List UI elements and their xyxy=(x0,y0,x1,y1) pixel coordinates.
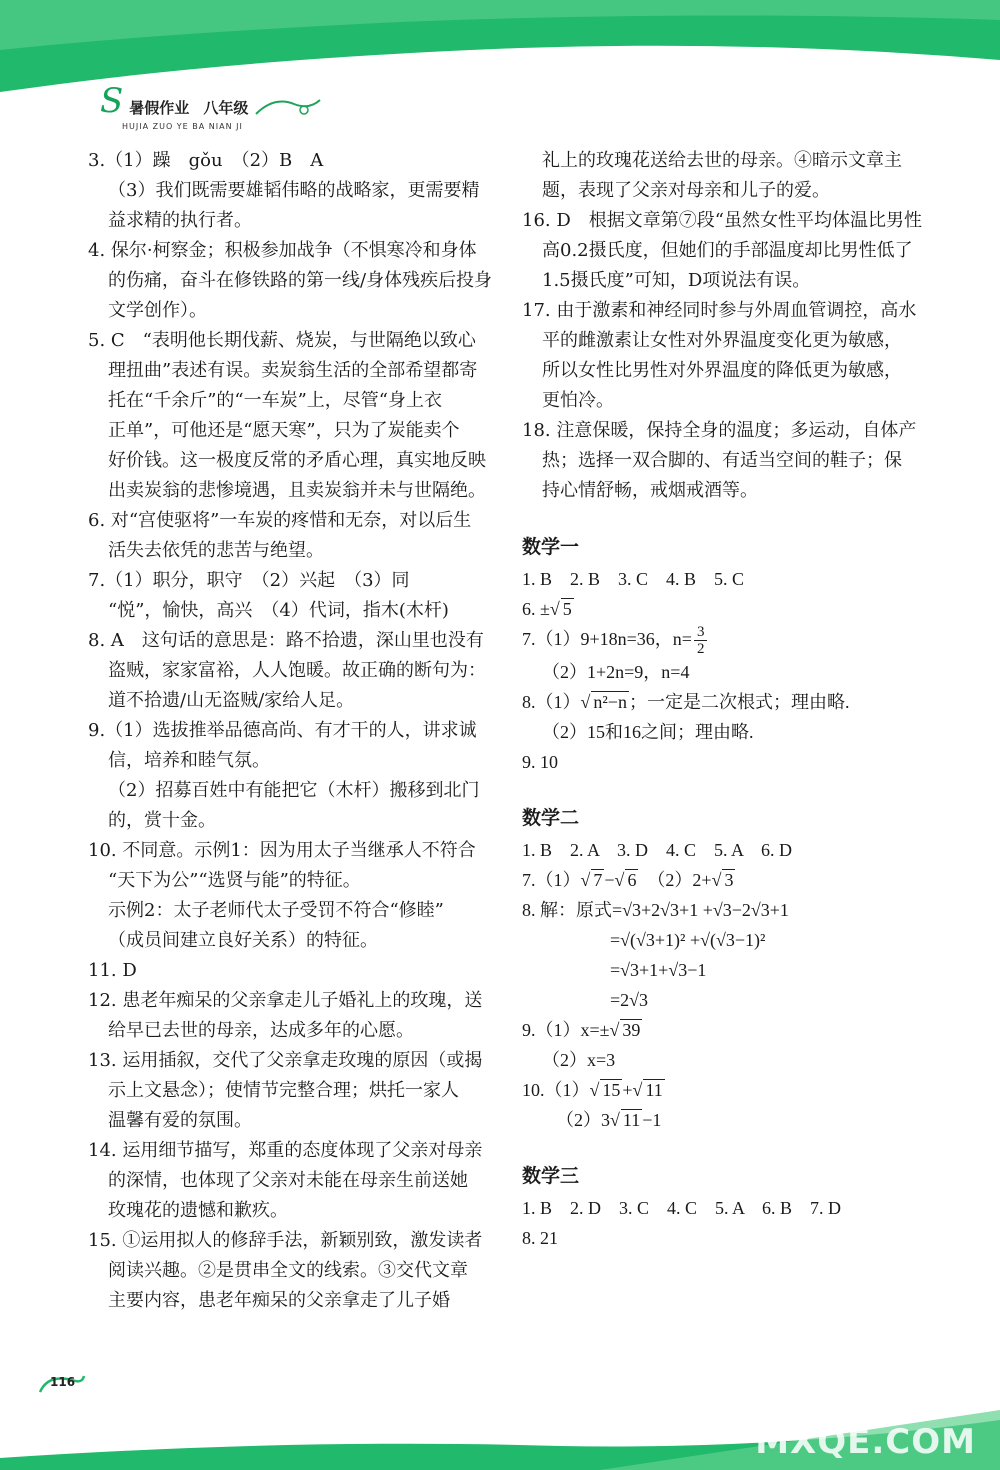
answer-line: 给早已去世的母亲，达成多年的心愿。 xyxy=(108,1020,414,1041)
answer-line: （2）1+2n=9，n=4 xyxy=(542,662,690,683)
answer-line: 题，表现了父亲对母亲和儿子的爱。 xyxy=(542,180,830,201)
fraction: $\frac{3}{2}$ xyxy=(694,624,708,657)
answer-line: 持心情舒畅，戒烟戒酒等。 xyxy=(542,480,758,501)
answer-line: 好价钱。这一极度反常的矛盾心理，真实地反映 xyxy=(108,450,486,471)
answer-line: 8.（1）√ n²−n ；一定是二次根式；理由略. xyxy=(522,692,850,713)
answer-line: 16. D 根据文章第⑦段“虽然女性平均体温比男性 xyxy=(522,210,922,231)
answer-line: 更怕冷。 xyxy=(542,390,614,411)
answer-line: 盗贼，家家富裕，人人饱暖。故正确的断句为： xyxy=(108,660,486,681)
answer-line: “天下为公”“选贤与能”的特征。 xyxy=(108,870,361,891)
answer-line: （3）我们既需要雄韬伟略的战略家，更需要精 xyxy=(108,180,480,201)
answer-line: 6. 对“宫使驱将”一车炭的疼惜和无奈，对以后生 xyxy=(88,510,472,531)
answer-line: 13. 运用插叙，交代了父亲拿走玫瑰的原因（或揭 xyxy=(88,1050,483,1071)
answer-line: 18. 注意保暖，保持全身的温度；多运动，自体产 xyxy=(522,420,917,441)
answer-line: 示例2：太子老师代太子受罚不符合“修睦” xyxy=(108,900,444,921)
answer-line: 5. C “表明他长期伐薪、烧炭，与世隔绝以致心 xyxy=(88,330,476,351)
grade-label: 八年级 xyxy=(203,99,249,117)
answer-line: 的深情，也体现了父亲对未能在母亲生前送她 xyxy=(108,1170,468,1191)
answer-line: 9.（1）x=±√ 39 xyxy=(522,1020,641,1041)
answer-line: 15. ①运用拟人的修辞手法，新颖别致，激发读者 xyxy=(88,1230,483,1251)
answer-line: 托在“千余斤”的“一车炭”上，尽管“身上衣 xyxy=(108,390,443,411)
answer-line: 7.（1）职分，职守 （2）兴起 （3）同 xyxy=(88,570,410,591)
answer-line: 示上文悬念）；使情节完整合理；烘托一家人 xyxy=(108,1080,459,1101)
answer-line: 热；选择一双合脚的、有适当空间的鞋子；保 xyxy=(542,450,902,471)
answer-line: 12. 患老年痴呆的父亲拿走儿子婚礼上的玫瑰，送 xyxy=(88,990,483,1011)
answer-line: （2）3√ 11 −1 xyxy=(556,1110,662,1131)
s-logo-icon: S xyxy=(100,81,124,121)
watermark-logo-cn: 答案圈 xyxy=(822,1365,960,1419)
answer-line: 所以女性比男性对外界温度的降低更为敏感， xyxy=(542,360,902,381)
answer-line: 文学创作）。 xyxy=(108,300,207,321)
answer-line: （2）x=3 xyxy=(542,1050,616,1071)
answer-line: 道不拾遗/山无盗贼/家给人足。 xyxy=(108,690,355,711)
answer-line: 17. 由于激素和神经同时参与外周血管调控，高水 xyxy=(522,300,917,321)
section-heading-math-2: 数学二 xyxy=(522,807,580,830)
pinyin-subtitle: HUJIA ZUO YE BA NIAN JI xyxy=(122,122,243,131)
answer-line: 1. B 2. D 3. C 4. C 5. A 6. B 7. D xyxy=(522,1198,842,1219)
answer-line: 8. 21 xyxy=(522,1228,558,1249)
answer-line: 的，赏十金。 xyxy=(108,810,216,831)
answer-line: 平的雌激素让女性对外界温度变化更为敏感， xyxy=(542,330,902,351)
answer-line: 3.（1）躁 gǒu （2）B A xyxy=(88,150,324,171)
book-title: 暑假作业 xyxy=(129,99,190,117)
answer-line: 7.（1）√ 7 −√ 6 （2）2+√ 3 xyxy=(522,870,734,891)
answer-line: 10. 不同意。示例1：因为用太子当继承人不符合 xyxy=(88,840,476,861)
answer-line: =2√3 xyxy=(610,990,649,1011)
answer-line: 主要内容，患老年痴呆的父亲拿走了儿子婚 xyxy=(108,1290,450,1311)
answer-line: 10.（1）√ 15 +√ 11 xyxy=(522,1080,663,1101)
answer-line: 正单”，可他还是“愿天寒”，只为了炭能卖个 xyxy=(108,420,460,441)
answer-line: （2）招募百姓中有能把它（木杆）搬移到北门 xyxy=(108,780,480,801)
answer-line: 4. 保尔·柯察金；积极参加战争（不惧寒冷和身体 xyxy=(88,240,477,261)
answer-line: 7.（1）9+18n=36，n= $\frac{3}{2}$ xyxy=(522,624,942,657)
answer-line: 8. A 这句话的意思是：路不拾遗，深山里也没有 xyxy=(88,630,484,651)
answer-line: 玫瑰花的遗憾和歉疚。 xyxy=(108,1200,288,1221)
answer-line: 礼上的玫瑰花送给去世的母亲。④暗示文章主 xyxy=(542,150,902,171)
right-column xyxy=(522,146,942,1253)
answer-line: （成员间建立良好关系）的特征。 xyxy=(108,930,378,951)
answer-line: 14. 运用细节描写，郑重的态度体现了父亲对母亲 xyxy=(88,1140,483,1161)
book-header xyxy=(100,81,324,131)
answer-line: 9. 10 xyxy=(522,752,558,773)
answer-line: 1. B 2. A 3. D 4. C 5. A 6. D xyxy=(522,840,793,861)
swirl-decoration-icon xyxy=(254,94,324,118)
answer-line: 温馨有爱的氛围。 xyxy=(108,1110,252,1131)
answer-line: 理扭曲”表述有误。卖炭翁生活的全部希望都寄 xyxy=(108,360,478,381)
answer-line: 9.（1）选拔推举品德高尚、有才干的人，讲求诚 xyxy=(88,720,477,741)
answer-line: 阅读兴趣。②是贯串全文的线索。③交代文章 xyxy=(108,1260,468,1281)
answer-line: 1. B 2. B 3. C 4. B 5. C xyxy=(522,569,745,589)
watermark-text: MXQE.COM xyxy=(755,1422,976,1462)
section-heading-math-1: 数学一 xyxy=(522,536,580,558)
answer-line: 8. 解：原式=√3+2√3+1 +√3−2√3+1 xyxy=(522,900,789,921)
top-green-band xyxy=(0,0,1000,92)
section-heading-math-3: 数学三 xyxy=(522,1165,580,1188)
answer-line: “悦”，愉快，高兴 （4）代词，指木(木杆) xyxy=(108,600,449,621)
left-column xyxy=(88,146,500,1316)
answer-line: （2）15和16之间；理由略. xyxy=(542,722,754,743)
answer-line: 6. ±√ 5 xyxy=(522,599,572,619)
answer-line: =√3+1+√3−1 xyxy=(610,960,707,981)
answer-line: 的伤痛，奋斗在修铁路的第一线/身体残疾后投身 xyxy=(108,270,493,291)
answer-line: 11. D xyxy=(88,960,137,981)
answer-line: 高0.2摄氏度，但她们的手部温度却比男性低了 xyxy=(542,240,913,261)
answer-line: 信，培养和睦气氛。 xyxy=(108,750,270,771)
answer-line: 出卖炭翁的悲惨境遇，且卖炭翁并未与世隔绝。 xyxy=(108,480,486,501)
answer-line: =√(√3+1)² +√(√3−1)² xyxy=(610,930,766,951)
page-number: 116 xyxy=(50,1375,76,1389)
answer-line: 益求精的执行者。 xyxy=(108,210,252,231)
answer-line: 1.5摄氏度”可知，D项说法有误。 xyxy=(542,270,811,291)
answer-line: 活失去依凭的悲苦与绝望。 xyxy=(108,540,324,561)
